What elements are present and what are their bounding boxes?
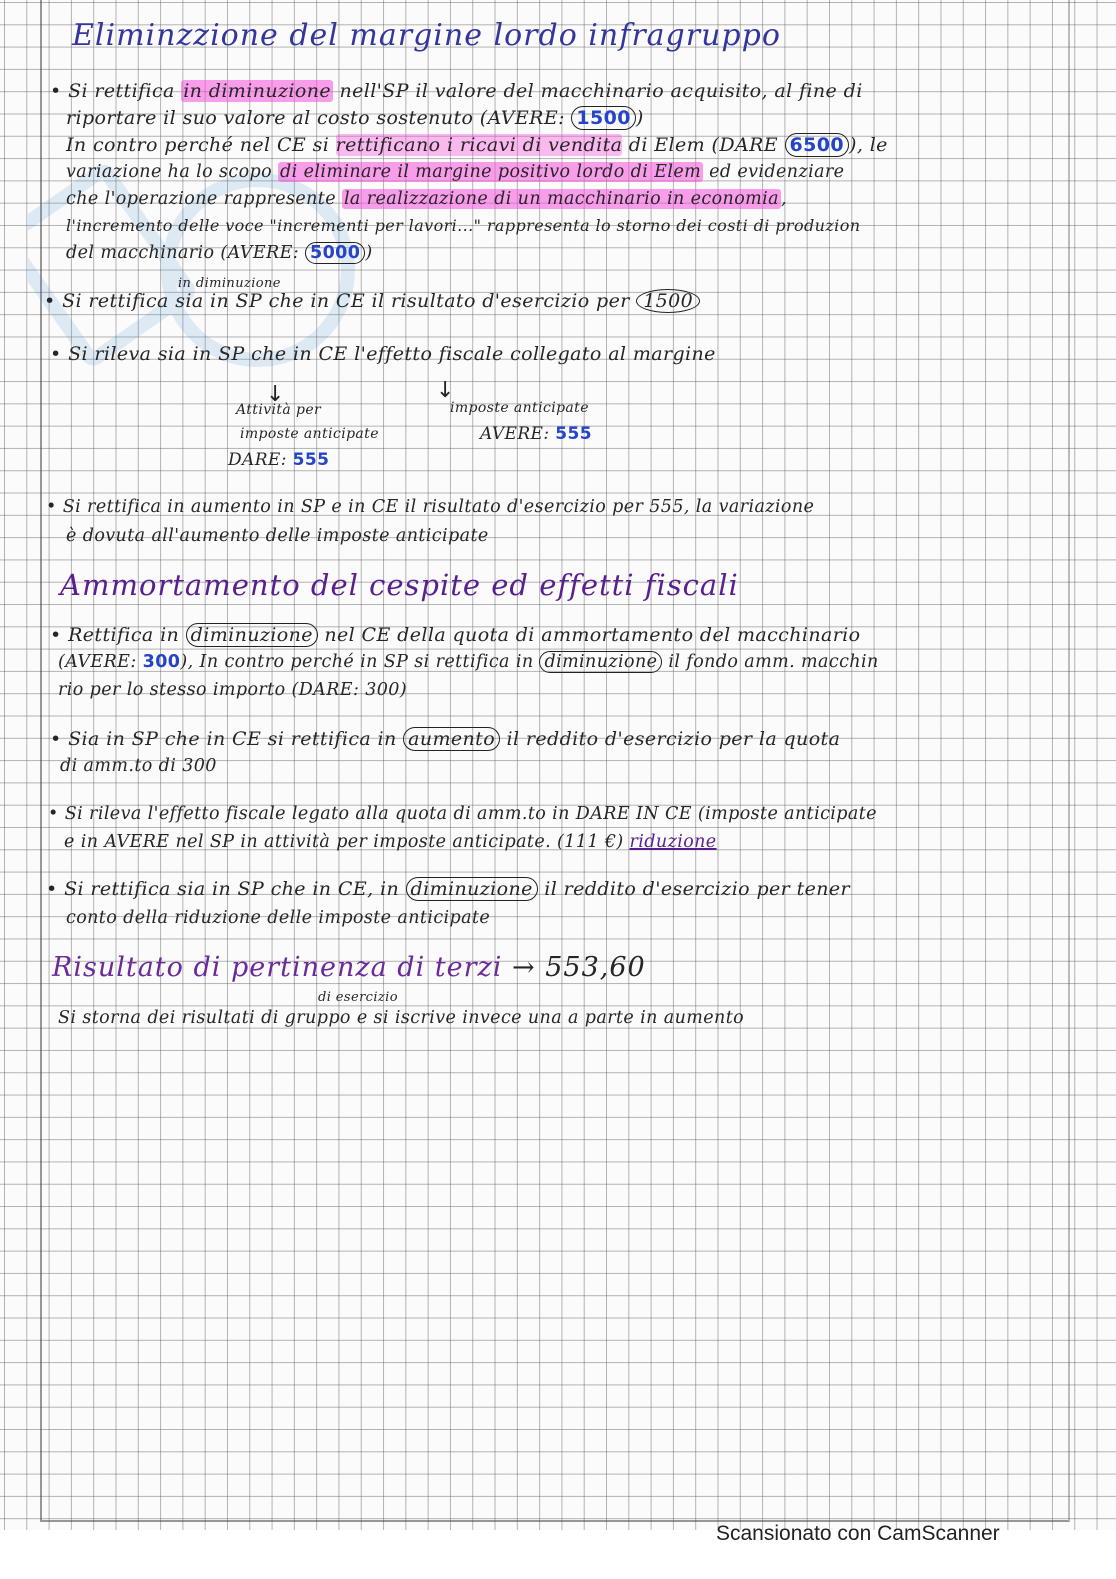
circled-word: aumento [403, 727, 500, 751]
paragraph-line: • Si rileva sia in SP che in CE l'effetto fiscale collegato al margine [50, 343, 716, 365]
paragraph-line: • Si rettifica sia in SP che in CE il risultato d'esercizio per 1500 [44, 290, 700, 312]
paragraph-line: e in AVERE nel SP in attività per imposte anticipate. (111 €) riduzione [64, 832, 717, 852]
paragraph-line: del macchinario (AVERE: 5000 ) [66, 243, 373, 263]
paragraph-line: che l'operazione rappresente la realizzazione di un macchinario in economia , [66, 189, 787, 209]
paragraph-line: • Si rettifica in diminuzione nell'SP il valore del macchinario acquisito, al fine di [50, 80, 863, 102]
paragraph-line: conto della riduzione delle imposte anticipate [66, 908, 491, 928]
paragraph-line: • Rettifica in diminuzione nel CE della quota di ammortamento del macchinario [50, 624, 861, 646]
paragraph-line: • Si rettifica sia in SP che in CE, in diminuzione il reddito d'esercizio per tener [46, 878, 851, 900]
value-553-60: 553,60 [545, 952, 646, 983]
paragraph-line: In contro perché nel CE si rettificano i ricavi di vendita di Elem (DARE 6500 ), le [66, 134, 888, 156]
arrow-down-icon: ↓ [266, 382, 285, 407]
value-6500: 6500 [785, 133, 849, 157]
value-1500: 1500 [571, 106, 635, 130]
camscanner-footer: Scansionato con CamScanner [716, 1522, 1000, 1545]
circled-word: diminuzione [186, 623, 318, 647]
paragraph-line: l'incremento delle voce "incrementi per lavori..." rappresenta lo storno dei costi di produzion [66, 216, 861, 235]
label-imposte-anticipate: imposte anticipate [450, 400, 589, 416]
highlight: di eliminare il margine positivo lordo di Elem [280, 162, 702, 182]
paragraph-line: di amm.to di 300 [60, 756, 217, 776]
paragraph-line: (AVERE: 300), In contro perché in SP si rettifica in diminuzione il fondo amm. macchin [58, 652, 879, 672]
label-attivita: Attività per [236, 402, 322, 418]
label-imposte-anticipate: imposte anticipate [240, 426, 379, 442]
annotation-above: di esercizio [318, 990, 398, 1005]
highlight: la realizzazione di un macchinario in economia [343, 189, 779, 209]
paragraph-line: riportare il suo valore al costo sostenuto (AVERE: 1500 ) [66, 107, 644, 129]
paragraph-line: Si storna dei risultati di gruppo e si iscrive invece una a parte in aumento [58, 1008, 745, 1028]
arrow-right-icon: → [512, 952, 536, 983]
value-5000: 5000 [305, 242, 365, 264]
paragraph-line: variazione ha lo scopo di eliminare il margine positivo lordo di Elem ed evidenziare [66, 162, 845, 182]
value-1500-circled: 1500 [636, 289, 700, 313]
value-555: 555 [292, 450, 330, 470]
value-555: 555 [555, 424, 592, 444]
underlined-word: riduzione [629, 832, 717, 852]
highlight: in diminuzione [183, 80, 331, 102]
annotation-above: in diminuzione [178, 276, 281, 291]
section-title-ammortamento: Ammortamento del cespite ed effetti fiscali [60, 568, 739, 602]
paragraph-line: rio per lo stesso importo (DARE: 300) [58, 680, 408, 700]
arrow-down-icon: ↓ [436, 378, 455, 403]
section-title-terzi: Risultato di pertinenza di terzi → 553,60 [52, 952, 646, 983]
value-300: 300 [142, 652, 181, 672]
paragraph-line: è dovuta all'aumento delle imposte anticipate [66, 526, 489, 546]
paragraph-line: • Sia in SP che in CE si rettifica in aumento il reddito d'esercizio per la quota [50, 728, 841, 750]
dare-entry: DARE: 555 [228, 450, 330, 470]
circled-word: diminuzione [406, 877, 538, 901]
circled-word: diminuzione [539, 651, 662, 673]
paragraph-line: • Si rileva l'effetto fiscale legato alla quota di amm.to in DARE IN CE (imposte anticipate [48, 804, 877, 824]
section-title-margine: Eliminzzione del margine lordo infragruppo [72, 18, 781, 53]
highlight: rettificano i ricavi di vendita [335, 134, 623, 156]
paragraph-line: • Si rettifica in aumento in SP e in CE il risultato d'esercizio per 555, la variazione [46, 497, 815, 517]
avere-entry: AVERE: 555 [480, 424, 592, 444]
